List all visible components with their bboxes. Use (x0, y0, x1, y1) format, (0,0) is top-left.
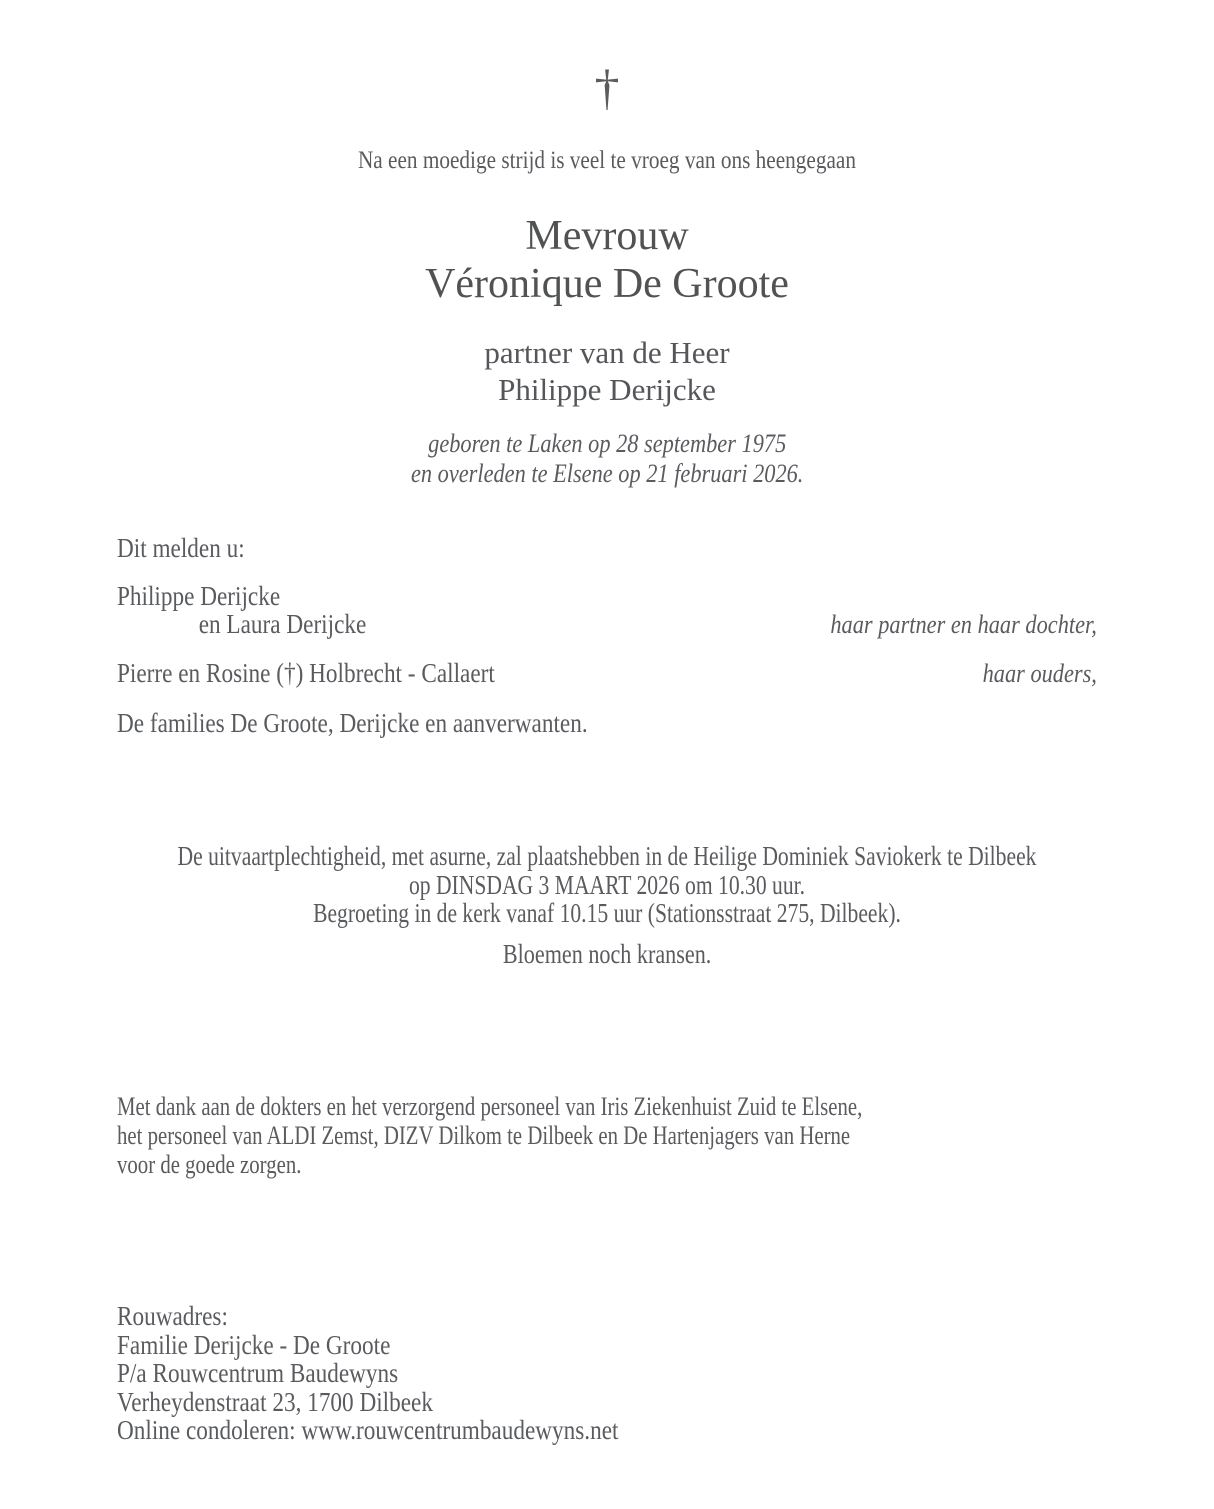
gratitude-line-1: Met dank aan de dokters en het verzorgend personeel van Iris Ziekenhuist Zuid te Elsene, (117, 1092, 863, 1121)
deceased-salutation (0, 212, 1214, 260)
mourning-address-family: Familie Derijcke - De Groote (117, 1329, 391, 1360)
announcers-parents: Pierre en Rosine (†) Holbrecht - Callaert (117, 658, 495, 688)
deceased-name (0, 260, 1214, 308)
online-condolence-line: Online condoleren: www.rouwcentrumbaudewyns.net (117, 1415, 619, 1445)
flowers-note-text: Bloemen noch kransen. (502, 939, 712, 969)
mourning-address-block (117, 1302, 618, 1445)
partner-name-line (0, 371, 1214, 408)
relation-partner-daughter-text: haar partner en haar dochter, (830, 610, 1097, 639)
death-line (0, 459, 1214, 489)
families-line: De families De Groote, Derijcke en aanverwanten. (117, 708, 588, 738)
mourning-address-street: Verheydenstraat 23, 1700 Dilbeek (117, 1386, 433, 1417)
gratitude-line-3: voor de goede zorgen. (117, 1150, 302, 1179)
birth-line (0, 429, 1214, 459)
relation-partner-daughter (787, 611, 1097, 639)
death-line-text: en overleden te Elsene op 21 februari 2026. (410, 459, 804, 488)
partner-relation-line (0, 334, 1214, 371)
gratitude-block (117, 1092, 862, 1179)
opening-sentence-text: Na een moedige strijd is veel te vroeg van ons heengegaan (357, 147, 857, 174)
birth-line-text: geboren te Laken op 28 september 1975 (427, 429, 787, 458)
relation-parents (964, 660, 1097, 688)
announcer-daughter-name: en Laura Derijcke (198, 609, 367, 639)
memorial-cross-icon (0, 59, 1214, 115)
opening-sentence (0, 147, 1214, 175)
deceased-name-text: Véronique De Groote (425, 261, 789, 307)
mourning-address-care-of: P/a Rouwcentrum Baudewyns (117, 1358, 399, 1388)
partner-name-text: Philippe Derijcke (498, 372, 716, 407)
relation-parents-text: haar ouders, (982, 659, 1097, 688)
mourning-address-label: Rouwadres: (117, 1301, 228, 1331)
gratitude-line-2: het personeel van ALDI Zemst, DIZV Dilkom te Dilbeek en De Hartenjagers van Herne (117, 1121, 851, 1150)
salutation-text: Mevrouw (525, 213, 689, 259)
announcers-partner-daughter (117, 582, 366, 638)
ceremony-line-1: De uitvaartplechtigheid, met asurne, zal plaatshebben in de Heilige Dominiek Saviokerk te Dilbeek (177, 841, 1037, 871)
ceremony-line-2: op DINSDAG 3 MAART 2026 om 10.30 uur. (408, 869, 806, 900)
partner-relation-text: partner van de Heer (484, 335, 730, 370)
ceremony-line-3: Begroeting in de kerk vanaf 10.15 uur (Stationsstraat 275, Dilbeek). (313, 898, 901, 928)
cross-glyph: † (594, 59, 620, 115)
announcement-lead: Dit melden u: (117, 533, 245, 563)
announcer-partner-name: Philippe Derijcke (117, 581, 281, 611)
flowers-note (0, 940, 1214, 968)
ceremony-block (121, 842, 1092, 928)
